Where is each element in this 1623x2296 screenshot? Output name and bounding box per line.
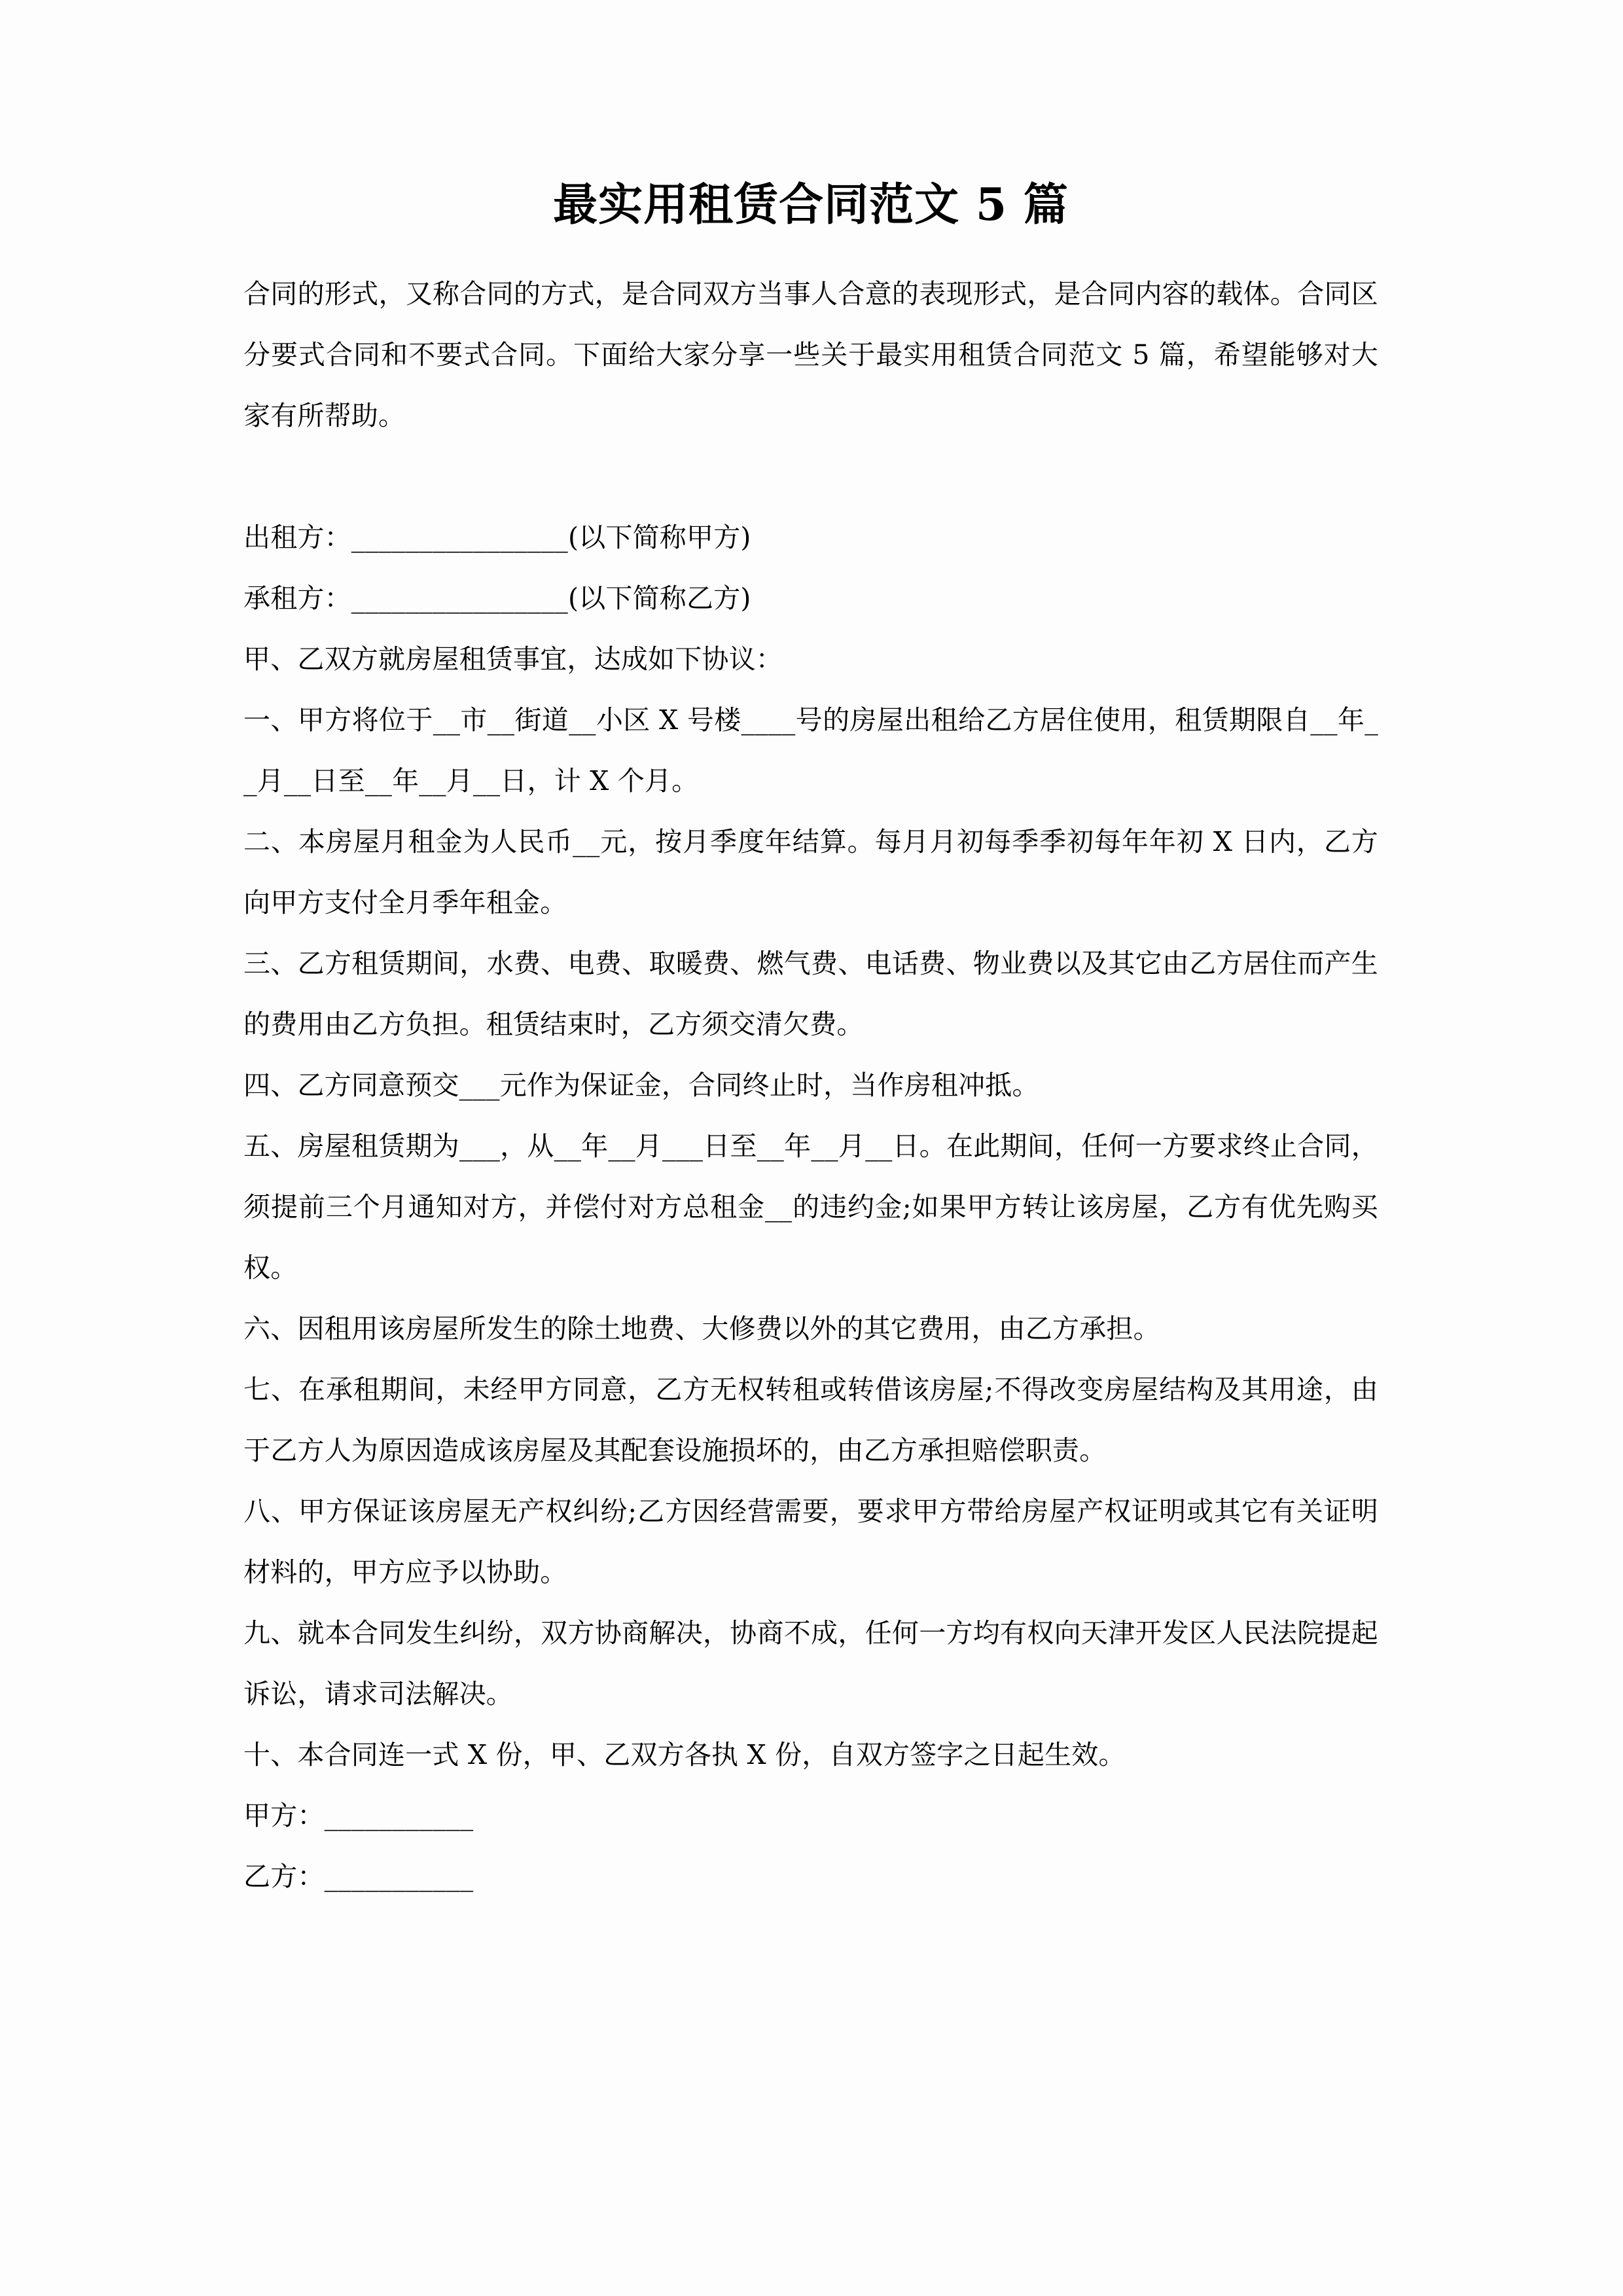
page-title: 最实用租赁合同范文 5 篇 bbox=[553, 179, 1069, 231]
agreement-preamble: 甲、乙双方就房屋租赁事宜，达成如下协议： bbox=[243, 643, 783, 675]
clause-1: 一、甲方将位于__市__街道__小区 X 号楼____号的房屋出租给乙方居住使用，租赁期限自__年__月__日至__年__月__日，计 X 个月。 bbox=[243, 704, 1379, 797]
clause-3: 三、乙方租赁期间，水费、电费、取暖费、燃气费、电话费、物业费以及其它由乙方居住而产生的费用由乙方负担。租赁结束时，乙方须交清欠费。 bbox=[243, 948, 1378, 1041]
paragraph-spacer bbox=[243, 446, 1378, 507]
signature-party-a: 甲方：___________ bbox=[243, 1800, 474, 1832]
clause-6: 六、因租用该房屋所发生的除土地费、大修费以外的其它费用，由乙方承担。 bbox=[243, 1313, 1160, 1345]
intro-paragraph: 合同的形式，又称合同的方式，是合同双方当事人合意的表现形式，是合同内容的载体。合同区分要式合同和不要式合同。下面给大家分享一些关于最实用租赁合同范文 5 篇，希望能够对大家有所帮助。 bbox=[243, 278, 1378, 432]
signature-party-b: 乙方：___________ bbox=[243, 1861, 474, 1893]
clause-9: 九、就本合同发生纠纷，双方协商解决，协商不成，任何一方均有权向天津开发区人民法院提起诉讼，请求司法解决。 bbox=[243, 1617, 1378, 1710]
clause-10: 十、本合同连一式 X 份，甲、乙双方各执 X 份，自双方签字之日起生效。 bbox=[243, 1739, 1126, 1771]
lessor-line: 出租方：________________(以下简称甲方) bbox=[243, 522, 751, 554]
clause-2: 二、本房屋月租金为人民币__元，按月季度年结算。每月月初每季季初每年年初 X 日内，乙方向甲方支付全月季年租金。 bbox=[243, 826, 1378, 919]
clause-7: 七、在承租期间，未经甲方同意，乙方无权转租或转借该房屋;不得改变房屋结构及其用途，由于乙方人为原因造成该房屋及其配套设施损坏的，由乙方承担赔偿职责。 bbox=[243, 1374, 1378, 1467]
clause-5: 五、房屋租赁期为___，从__年__月___日至__年__月__日。在此期间，任何一方要求终止合同，须提前三个月通知对方，并偿付对方总租金__的违约金;如果甲方转让该房屋，乙方有优先购买权。 bbox=[243, 1130, 1378, 1284]
document-content bbox=[243, 175, 1378, 2077]
lessee-line: 承租方：________________(以下简称乙方) bbox=[243, 583, 751, 615]
clause-4: 四、乙方同意预交___元作为保证金，合同终止时，当作房租冲抵。 bbox=[243, 1069, 1039, 1102]
clause-8: 八、甲方保证该房屋无产权纠纷;乙方因经营需要，要求甲方带给房屋产权证明或其它有关证明材料的，甲方应予以协助。 bbox=[243, 1496, 1378, 1588]
page-bottom-spacer bbox=[243, 1907, 1378, 2077]
